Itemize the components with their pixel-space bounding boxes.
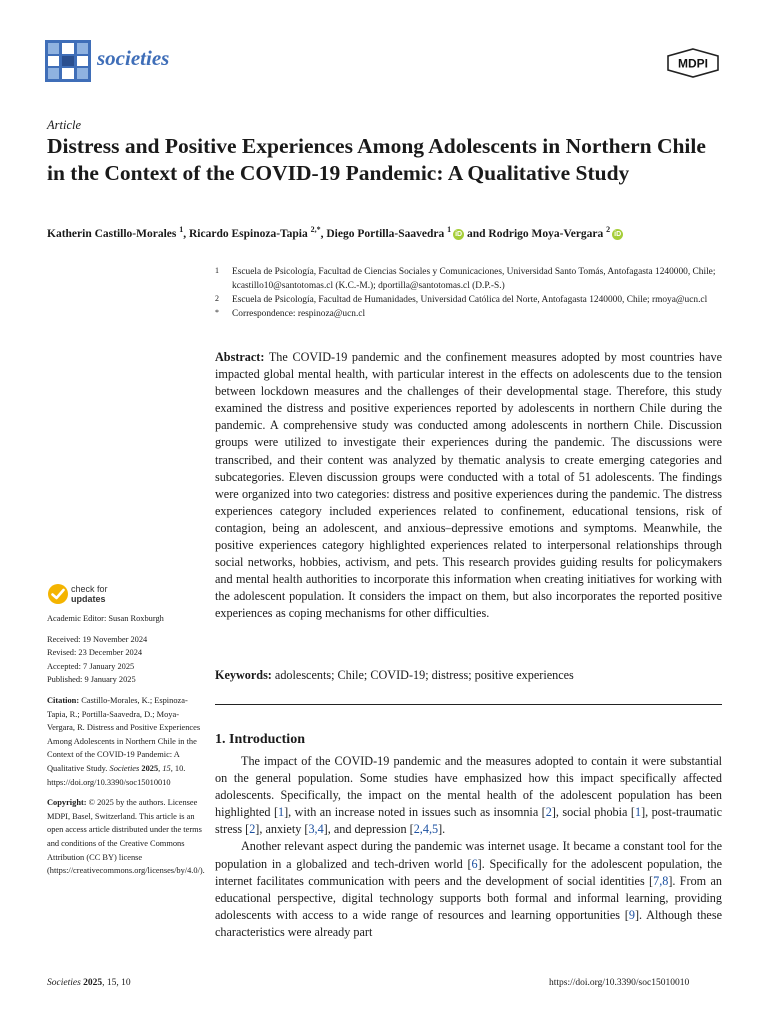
citation: Citation: Castillo-Morales, K.; Espinoza-Tapia, R.; Portilla-Saavedra, D.; Moya-Vergara, R. Distress and Positive Experiences Among Adolescents in Northern Chile in the Context of the COVID-19 Pandemic: A Qualitative Study. Societies 2025, 15, 10. https://doi.org/10.3390/soc15010010 [47, 695, 201, 787]
keywords [215, 668, 722, 683]
section-divider [215, 704, 722, 705]
citation-year: 2025 [141, 763, 159, 773]
author-affiliation-mark: 2,* [310, 225, 321, 234]
copyright-text: © 2025 by the authors. Licensee MDPI, Basel, Switzerland. This article is an open access article distributed under the terms and conditions of the Creative Commons Attribution (CC BY) license (https://creativecommons.org/licenses/by/4.0/). [47, 798, 205, 876]
paragraph-text: ]. From an educational perspective, digital technology supports both formal and informal learning, providing adolescents with access to a wide range of resources and learning opportunities [ [215, 873, 722, 922]
citation-link[interactable]: 1 [278, 805, 285, 820]
orcid-icon[interactable]: iD [614, 230, 622, 238]
paragraph-text: ], and depression [ [323, 822, 414, 837]
academic-editor: Academic Editor: Susan Roxburgh [47, 614, 164, 623]
check-updates-label [71, 584, 108, 604]
footer-year: 2025 [83, 978, 103, 988]
citation-link[interactable]: 2 [545, 805, 552, 820]
correspondence-text: Correspondence: respinoza@ucn.cl [232, 309, 366, 319]
check-for-updates-button[interactable] [47, 583, 167, 605]
article-type: Article [47, 118, 82, 132]
check-updates-icon [47, 583, 69, 605]
paragraph-text: Another relevant aspect during the pandemic was internet usage. It became a constant tool for the population in a globalized and tech-driven world [ [215, 839, 722, 871]
author-affiliation-mark: 1 [447, 225, 452, 234]
affiliations [215, 265, 725, 321]
check-label-line2: updates [71, 594, 106, 604]
author-affiliation-mark: 2 [606, 225, 611, 234]
svg-text:MDPI: MDPI [678, 56, 708, 71]
paragraph-text: ], anxiety [ [255, 822, 309, 837]
author-name: Diego Portilla-Saavedra [326, 227, 448, 240]
affiliation-text: Escuela de Psicología, Facultad de Humanidades, Universidad Católica del Norte, Antofagasta 1240000, Chile; rmoya@ucn.cl [232, 295, 708, 305]
paragraph [215, 838, 722, 941]
citation-link[interactable]: 3,4 [308, 822, 324, 837]
abstract [215, 349, 722, 623]
author-list: Katherin Castillo-Morales $^1$, Ricardo Espinoza-Tapia $^{2,*}$, Diego Portilla-Saavedra $^1$iD and Rodrigo Moya-Vergara $^2$iD [47, 225, 622, 240]
section-heading: 1. Introduction [215, 732, 305, 747]
author-name: Ricardo Espinoza-Tapia [188, 227, 311, 240]
abstract-text: The COVID-19 pandemic and the confinement measures adopted by most countries have impacted global mental health, with particular interest in the effects on adolescents due to the tension between lockdown measures and the challenges of their developmental stage. Therefore, this study examined the distress and positive experiences reported by adolescents in northern Chile during the pandemic. A comprehensive study was conducted among adolescents in northern Chile. Discussion groups were utilized to investigate their experiences during the pandemic. The discussions were transcribed, and their content was analyzed by thematic analysis to create emerging categories and subcategories. Eleven discussion groups were conducted with a total of 51 adolescents. The findings were organized into two categories: distress and positive experiences during the pandemic. The distress experiences category included experiences related to confinement, educational tensions, risk of contagion, being an adolescent, and anxious–depressive emotions and symptoms. Meanwhile, the positive experiences category highlighted experiences related to interpersonal relationships through social networks, hobbies, activism, and pets. This research provides guiding results for policymakers and mental health authorities to incorporate this information when creating initiatives for working with the adolescent population. It considers the impact on them, but also incorporates the reported positive experiences as coping mechanisms for other difficulties. [215, 350, 723, 621]
orcid-icon[interactable]: iD [455, 230, 463, 238]
paragraph-text: ], with an increase noted in issues such as insomnia [ [284, 805, 546, 820]
article-title: Distress and Positive Experiences Among Adolescents in Northern Chile in the Context of the COVID-19 Pandemic: A Qualitative Study [47, 134, 706, 185]
citation-journal: Societies [109, 763, 140, 773]
citation-volume: 15 [162, 763, 171, 773]
correspondence [215, 307, 725, 321]
abstract-label: Abstract: [215, 350, 265, 364]
footer-journal: Societies [47, 978, 81, 988]
mdpi-logo-icon [665, 48, 721, 78]
copyright [47, 796, 205, 878]
citation-end: , 10. https://doi.org/10.3390/soc15010010 [47, 763, 186, 787]
citation-link[interactable]: 2,4,5 [413, 822, 439, 837]
citation-label: Citation: [47, 695, 80, 705]
footer-citation [47, 978, 131, 988]
accepted-date: Accepted: 7 January 2025 [47, 661, 135, 671]
affiliation-text: Escuela de Psicología, Facultad de Ciencias Sociales y Comunicaciones, Universidad Santo Tomás, Antofagasta 1240000, Chile; kcastillo10@santotomas.cl (K.C.-M.); dportilla@santotomas.cl (D.P.-S.) [232, 267, 716, 291]
footer-doi-link[interactable]: https://doi.org/10.3390/soc15010010 [549, 978, 690, 988]
paragraph-text: ]. Specifically for the adolescent population, the internet facilitates communication with peers and the development of social identities [ [215, 856, 722, 888]
author-name: Rodrigo Moya-Vergara [488, 227, 607, 240]
keywords-label: Keywords: [215, 668, 272, 682]
paragraph-text: ]. [438, 822, 446, 837]
journal-logo-icon [45, 40, 91, 82]
revised-date: Revised: 23 December 2024 [47, 648, 143, 658]
paragraph [215, 753, 722, 838]
paragraph-text: ], social phobia [ [551, 805, 635, 820]
received-date: Received: 19 November 2024 [47, 634, 148, 644]
paragraph-text: ]. Although these characteristics were already part [215, 907, 722, 939]
citation-text: Castillo-Morales, K.; Espinoza-Tapia, R.; Portilla-Saavedra, D.; Moya-Vergara, R. Distress and Positive Experiences Among Adolescents in Northern Chile in the Context of the COVID-19 Pandemic: A Qualitative Study. [47, 695, 201, 773]
journal-name: societies [97, 46, 170, 70]
citation-link[interactable]: 6 [471, 856, 478, 871]
citation-link[interactable]: 9 [628, 907, 635, 922]
citation-link[interactable]: 2 [249, 822, 256, 837]
affiliation-mark: * [215, 308, 219, 317]
copyright-label: Copyright: [47, 798, 87, 808]
footer-vol-page: , 15, 10 [102, 978, 131, 988]
affiliation-2 [215, 293, 725, 307]
published-date: Published: 9 January 2025 [47, 675, 136, 685]
author-name: Katherin Castillo-Morales [47, 227, 180, 240]
affiliation-mark: 1 [215, 266, 219, 275]
introduction-body [215, 753, 722, 941]
citation-link[interactable]: 7,8 [653, 873, 669, 888]
paragraph-text: ], post-traumatic stress [ [215, 805, 723, 837]
affiliation-mark: 2 [215, 294, 219, 303]
keywords-text: adolescents; Chile; COVID-19; distress; positive experiences [274, 668, 574, 682]
author-affiliation-mark: 1 [179, 225, 184, 234]
paragraph-text: The impact of the COVID-19 pandemic and the measures adopted to contain it were substantial on the general population. Some studies have emphasized how this impact specifically affected adolescents. Specifically, the impact on the mental health of the adolescent population has been highlighted [ [215, 754, 722, 820]
check-label-line1: check for [71, 584, 108, 594]
affiliation-1 [215, 265, 725, 293]
article-info-sidebar [47, 612, 205, 878]
citation-link[interactable]: 1 [634, 805, 642, 820]
